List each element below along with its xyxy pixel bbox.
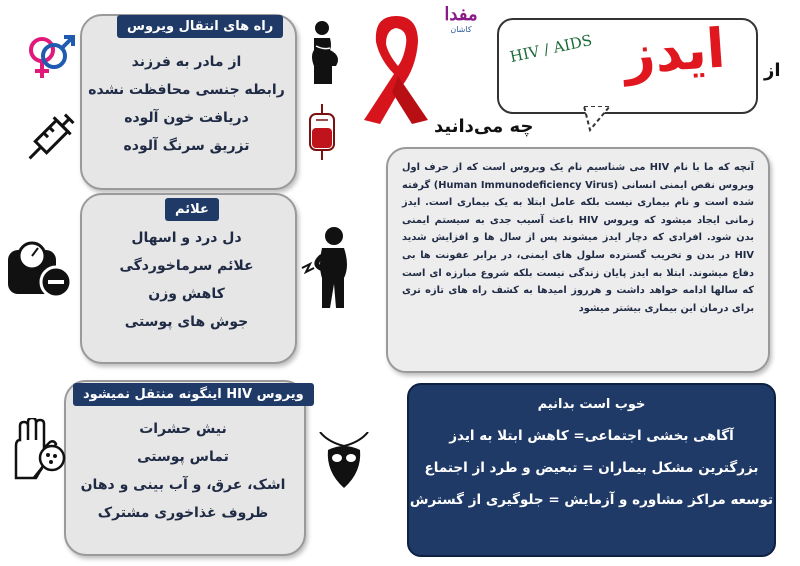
- list-item: دل درد و اسهال: [131, 230, 242, 246]
- skin-hand-icon: [6, 418, 70, 484]
- mosquito-icon: [318, 432, 370, 490]
- logo: [434, 4, 488, 52]
- list-item: دریافت خون آلوده: [124, 110, 249, 126]
- list-item: تزریق سرنگ آلوده: [123, 138, 250, 154]
- list-item: کاهش وزن: [148, 286, 225, 302]
- subtitle-hiv-aids: HIV / AIDS: [508, 31, 594, 67]
- title-question: چه می‌دانید: [434, 116, 534, 137]
- weighing-scale-icon: [4, 236, 74, 300]
- transmission-title: راه های انتقال ویروس: [117, 15, 283, 38]
- symptoms-list: [80, 224, 293, 336]
- list-item: علائم سرماخوردگی: [119, 258, 254, 274]
- good-to-know-title: خوب است بدانیم: [537, 397, 646, 412]
- pregnant-woman-icon: [302, 20, 344, 86]
- page-title: ایدز: [621, 16, 728, 87]
- list-item: ظروف غذاخوری مشترک: [97, 505, 269, 521]
- list-item: بزرگترین مشکل بیماران = تبعیض و طرد از اجتماع: [424, 460, 759, 476]
- list-item: اشک، عرق، و آب بینی و دهان: [80, 477, 286, 493]
- list-item: از مادر به فرزند: [131, 54, 242, 70]
- red-ribbon-icon: [354, 8, 438, 126]
- list-item: تماس پوستی: [137, 449, 229, 465]
- description-box: [386, 147, 770, 373]
- list-item: توسعه مراکز مشاوره و آزمایش = جلوگیری از گسترش: [409, 492, 774, 508]
- good-to-know-box: [407, 383, 776, 557]
- logo-subtext: کاشان: [450, 25, 472, 34]
- description-text: آنچه که ما با نام HIV می شناسیم نام یک ویروس است که از حرف اول ویروس نقص ایمنی انسانی (Human Immunodeficiency Virus) گرفته شده است و نام بیماری نیست بلکه عامل ابتلا به یک بیماری است. ایدز زمانی ایجاد میشود که ویروس HIV باعث آسیب جدی به سیستم ایمنی بدن شود. افرادی که دچار ایدز میشوند پس از سال ها و افزایش شدید HIV در بدن و تخریب گسترده سلول های ایمنی، در برابر عفونت ها بی دفاع میشوند. ابتلا به ایدز پایان زندگی نیست بلکه شروع مبارزه ای است که سالها ادامه خواهد داشت و هرروز امیدها به کشف راه های تازه تری برای درمان این بیماری بیشتر میشود: [402, 162, 754, 314]
- bubble-tail: [580, 106, 620, 132]
- not-transmitted-list: [64, 415, 302, 527]
- title-prefix: از: [764, 60, 781, 81]
- transmission-list: [80, 48, 293, 160]
- symptoms-title: علائم: [165, 198, 219, 221]
- list-item: آگاهی بخشی اجتماعی= کاهش ابتلا به ایدز: [449, 428, 734, 444]
- logo-text: مفدا: [444, 4, 478, 25]
- not-transmitted-title: ویروس HIV اینگونه منتقل نمیشود: [73, 383, 314, 406]
- list-item: نیش حشرات: [139, 421, 227, 437]
- list-item: جوش های پوستی: [124, 314, 249, 330]
- gender-symbols-icon: [20, 28, 78, 86]
- syringe-icon: [18, 110, 78, 170]
- blood-bag-icon: [304, 104, 340, 162]
- list-item: رابطه جنسی محافظت نشده: [88, 82, 285, 98]
- stomach-pain-person-icon: [300, 226, 362, 310]
